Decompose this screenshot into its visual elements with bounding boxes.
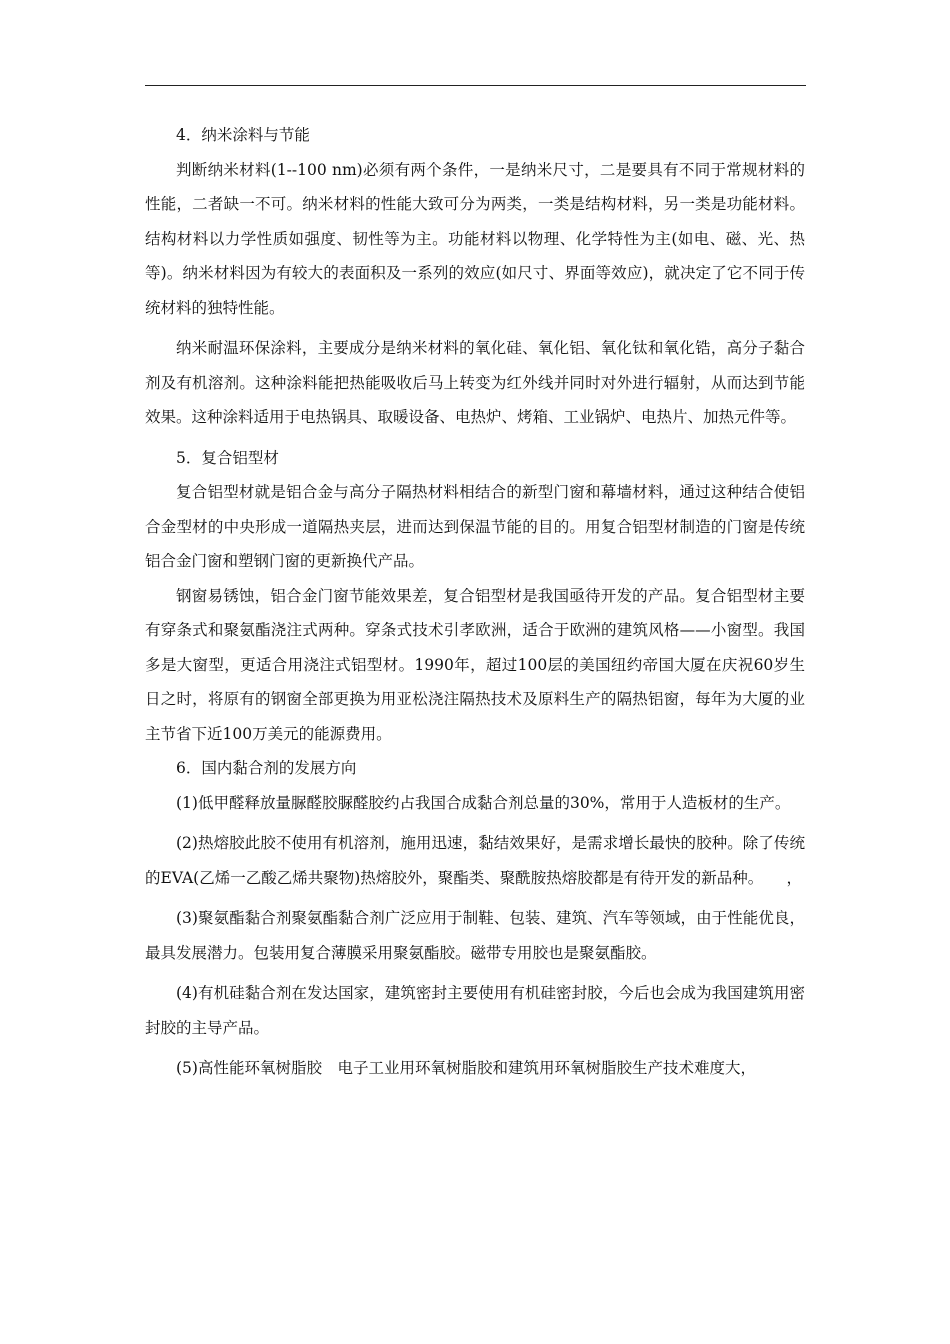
section-4-paragraph-2: 纳米耐温环保涂料，主要成分是纳米材料的氧化硅、氧化铝、氧化钛和氧化锆，高分子黏合剂及有机溶剂。这种涂料能把热能吸收后马上转变为红外线并同时对外进行辐射，从而达到节能效果。这种涂料适用于电热锅具、取暖设备、电热炉、烤箱、工业锅炉、电热片、加热元件等。 [145,339,805,426]
section-6-heading: 6．国内黏合剂的发展方向 [176,759,357,777]
section-6-item-4: (4)有机硅黏合剂在发达国家，建筑密封主要使用有机硅密封胶，今后也会成为我国建筑用密封胶的主导产品。 [145,984,805,1037]
section-6-item-3: (3)聚氨酯黏合剂聚氨酯黏合剂广泛应用于制鞋、包装、建筑、汽车等领域，由于性能优良，最具发展潜力。包装用复合薄膜采用聚氨酯胶。磁带专用胶也是聚氨酯胶。 [145,909,805,962]
section-5-paragraph-2: 钢窗易锈蚀，铝合金门窗节能效果差，复合铝型材是我国亟待开发的产品。复合铝型材主要有穿条式和聚氨酯浇注式两种。穿条式技术引孝欧洲，适合于欧洲的建筑风格——小窗型。我国多是大窗型，更适合用浇注式铝型材。1990年，超过100层的美国纽约帝国大厦在庆祝60岁生日之时，将原有的钢窗全部更换为用亚松浇注隔热技术及原料生产的隔热铝窗，每年为大厦的业主节省下近100万美元的能源费用。 [145,586,805,743]
section-4-heading: 4．纳米涂料与节能 [176,126,310,144]
section-5-paragraph-1: 复合铝型材就是铝合金与高分子隔热材料相结合的新型门窗和幕墙材料，通过这种结合使铝合金型材的中央形成一道隔热夹层，进而达到保温节能的目的。用复合铝型材制造的门窗是传统铝合金门窗和塑钢门窗的更新换代产品。 [145,483,805,570]
section-6-item-1: (1)低甲醛释放量脲醛胶脲醛胶约占我国合成黏合剂总量的30%，常用于人造板材的生产。 [176,793,791,812]
section-4-paragraph-1: 判断纳米材料(1--100 nm)必须有两个条件，一是纳米尺寸，二是要具有不同于常规材料的性能，二者缺一不可。纳米材料的性能大致可分为两类，一类是结构材料，另一类是功能材料。结构材料以力学性质如强度、韧性等为主。功能材料以物理、化学特性为主(如电、磁、光、热等)。纳米材料因为有较大的表面积及一系列的效应(如尺寸、界面等效应)，就决定了它不同于传统材料的独特性能。 [145,160,805,317]
header-rule [145,85,806,86]
document-body [145,118,805,1086]
section-6-item-2: (2)热熔胶此胶不使用有机溶剂，施用迅速，黏结效果好，是需求增长最快的胶种。除了传统的EVA(乙烯一乙酸乙烯共聚物)热熔胶外，聚酯类、聚酰胺热熔胶都是有待开发的新品种。 ， [145,834,805,887]
section-6-item-5: (5)高性能环氧树脂胶 电子工业用环氧树脂胶和建筑用环氧树脂胶生产技术难度大， [176,1059,756,1077]
section-5-heading: 5．复合铝型材 [176,448,279,467]
